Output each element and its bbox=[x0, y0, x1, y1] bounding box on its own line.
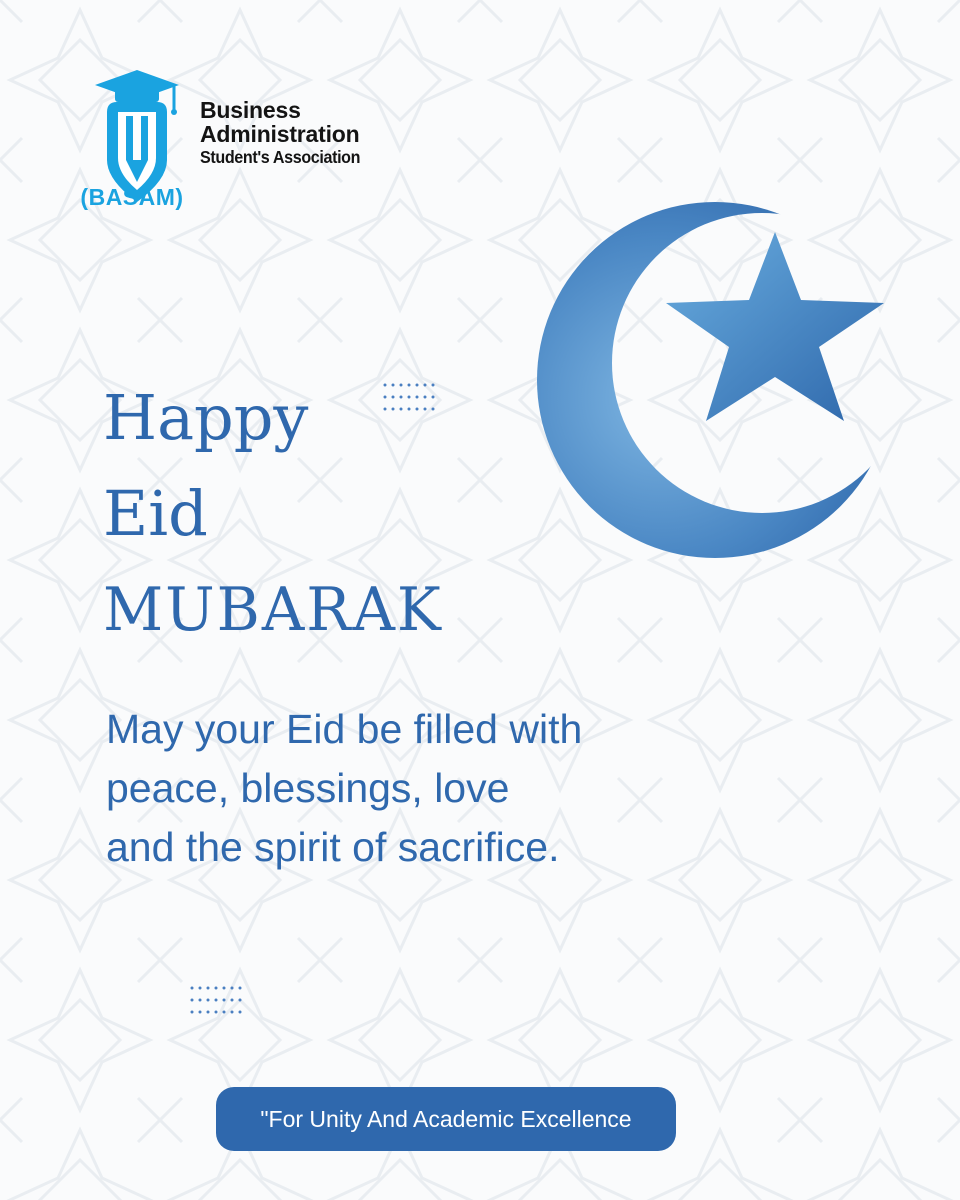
logo-abbreviation: (BASAM) bbox=[80, 184, 184, 210]
logo-wordmark bbox=[200, 98, 374, 168]
tagline-badge bbox=[216, 1087, 676, 1151]
logo-line-3: Student's Association bbox=[200, 147, 361, 167]
headline bbox=[103, 370, 450, 658]
headline-eid: Eid bbox=[103, 477, 208, 550]
headline-mubarak: MUBARAK bbox=[103, 575, 443, 645]
mandala-ornament bbox=[680, 690, 960, 1200]
headline-happy: Happy bbox=[103, 381, 309, 454]
greeting-message bbox=[106, 700, 746, 877]
message-line-3: and the spirit of sacrifice. bbox=[106, 824, 560, 870]
logo-line-2: Administration bbox=[200, 121, 360, 147]
crescent-moon-icon bbox=[537, 202, 893, 558]
logo-line-1: Business bbox=[200, 97, 301, 123]
tagline-text: "For Unity And Academic Excellence bbox=[260, 1105, 632, 1132]
message-line-2: peace, blessings, love bbox=[106, 765, 510, 811]
dot-grid-decoration bbox=[190, 986, 250, 1018]
crescent-star-graphic bbox=[530, 195, 910, 585]
message-line-1: May your Eid be filled with bbox=[106, 706, 583, 752]
